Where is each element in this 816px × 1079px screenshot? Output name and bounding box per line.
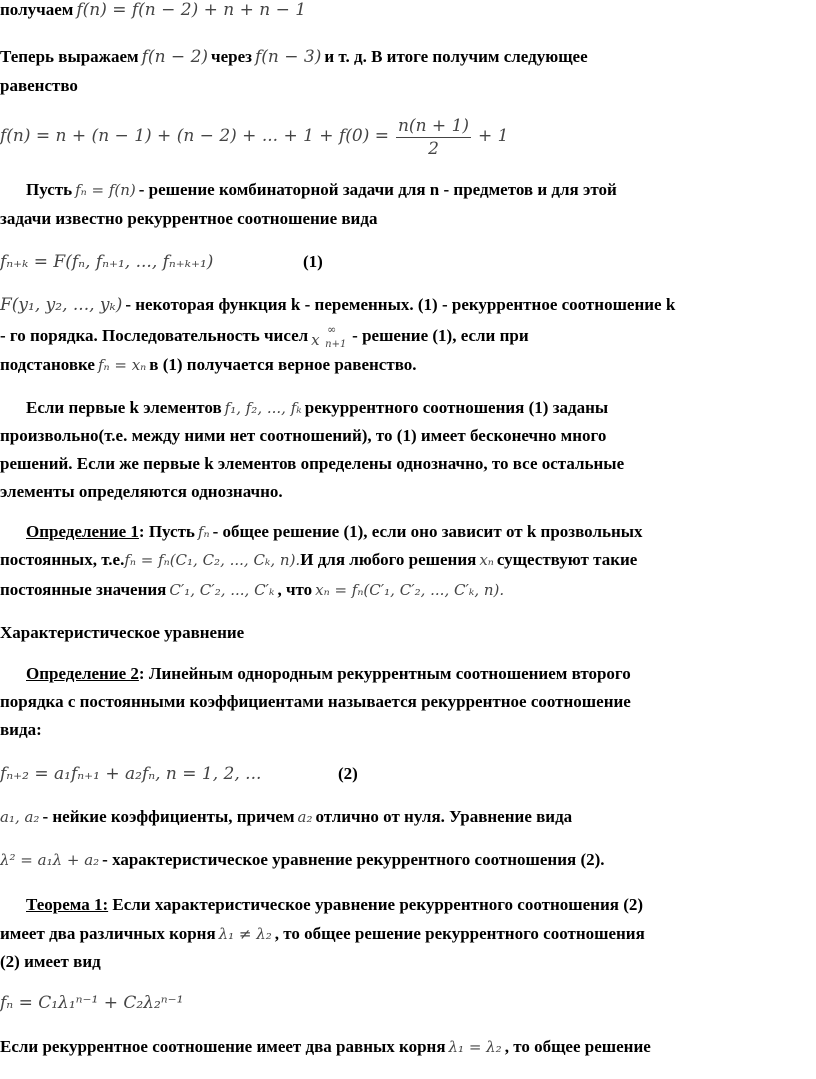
text: - решение комбинаторной задачи для n - предметов и для этой [138, 180, 617, 199]
formula: fₙ₊₂ = a₁fₙ₊₁ + a₂fₙ, n = 1, 2, ... [0, 764, 262, 784]
text: подстановке [0, 355, 95, 374]
text: в (1) получается верное равенство. [149, 355, 417, 374]
equation-number: (2) [338, 764, 358, 783]
formula: x ∞ n+1 [311, 323, 347, 350]
text: решений. Если же первые k элементов определены однозначно, то все остальные [0, 454, 625, 473]
paragraph-line [26, 398, 608, 418]
numerator: n(n + 1) [397, 116, 470, 136]
definition-heading: Определение 2 [26, 664, 139, 683]
paragraph-line [0, 720, 42, 740]
text: через [211, 47, 252, 66]
text: И для любого решения [300, 550, 477, 569]
formula: fₙ = xₙ [97, 356, 147, 374]
text: имеет два различных корня [0, 924, 216, 943]
text: Характеристическое уравнение [0, 623, 245, 642]
paragraph-line [0, 850, 605, 870]
paragraph-line [0, 209, 377, 229]
formula: F(y₁, y₂, ..., yₖ) [0, 295, 123, 315]
formula: f₁, f₂, ..., fₖ [224, 399, 302, 417]
paragraph-line [0, 580, 507, 600]
text: порядка с постоянными коэффициентами называется рекуррентное соотношение [0, 692, 631, 711]
text: равенство [0, 76, 78, 95]
paragraph-line [26, 895, 643, 915]
formula: fₙ = fₙ(C₁, C₂, ..., Cₖ, n). [124, 551, 301, 569]
text: Если рекуррентное соотношение имеет два равных корня [0, 1037, 446, 1056]
text: - характеристическое уравнение рекуррентного соотношения (2). [102, 850, 605, 869]
paragraph-line [0, 692, 631, 712]
paragraph-line [0, 1037, 651, 1057]
paragraph-line [0, 924, 645, 944]
theorem-heading: Теорема 1: [26, 895, 109, 914]
fraction [396, 116, 471, 159]
formula: f(n − 2) [141, 47, 209, 67]
paragraph-line [0, 952, 101, 972]
text: Если характеристическое уравнение рекуррентного соотношения (2) [112, 895, 644, 914]
text: - общее решение (1), если оно зависит от k прозвольных [212, 522, 643, 541]
paragraph-line [0, 482, 283, 502]
equation-line [0, 764, 358, 784]
formula: + 1 [478, 126, 509, 147]
text: отлично от нуля. Уравнение вида [315, 807, 573, 826]
equation-line [0, 116, 511, 159]
formula: xₙ [479, 551, 494, 569]
text: задачи известно рекуррентное соотношение вида [0, 209, 378, 228]
text: постоянные значения [0, 580, 167, 599]
formula: fₙ = f(n) [75, 181, 136, 199]
paragraph-line [0, 454, 624, 474]
text: Если первые k элементов [26, 398, 222, 417]
formula: xₙ = fₙ(C′₁, C′₂, ..., C′ₖ, n). [315, 581, 505, 599]
text: элементы определяются однозначно. [0, 482, 283, 501]
paragraph-line [26, 180, 617, 200]
paragraph-line [0, 807, 572, 827]
definition-heading: Определение 1 [26, 522, 139, 541]
text: , то общее решение рекуррентного соотношения [274, 924, 645, 943]
equation-line [0, 252, 323, 272]
formula: fₙ [197, 523, 210, 541]
formula: λ₁ ≠ λ₂ [218, 925, 272, 943]
text: - нейкие коэффициенты, причем [42, 807, 295, 826]
denominator: 2 [428, 139, 439, 159]
text: Теперь выражаем [0, 47, 139, 66]
text: существуют такие [496, 550, 638, 569]
text: (2) имеет вид [0, 952, 101, 971]
paragraph-line [0, 47, 588, 67]
formula: λ₁ = λ₂ [448, 1038, 502, 1056]
formula: f(n − 3) [254, 47, 322, 67]
paragraph-line [0, 355, 417, 375]
text: - го порядка. Последовательность чисел [0, 326, 309, 345]
text: вида: [0, 720, 42, 739]
section-heading [0, 623, 244, 643]
text: , то общее решение [504, 1037, 651, 1056]
text: произвольно(т.е. между ними нет соотношений), то (1) имеет бесконечно много [0, 426, 607, 445]
paragraph-line [0, 550, 637, 570]
formula: fₙ₊ₖ = F(fₙ, fₙ₊₁, ..., fₙ₊ₖ₊₁) [0, 252, 214, 272]
text: - решение (1), если при [352, 326, 529, 345]
formula: fₙ = C₁λ₁ⁿ⁻¹ + C₂λ₂ⁿ⁻¹ [0, 993, 184, 1013]
text: получаем [0, 0, 74, 19]
formula: λ² = a₁λ + a₂ [0, 851, 100, 869]
paragraph-line [26, 664, 631, 684]
formula: C′₁, C′₂, ..., C′ₖ [169, 581, 275, 599]
text: постоянных, т.е. [0, 550, 125, 569]
paragraph-line [0, 295, 675, 315]
text: и т. д. В итоге получим следующее [324, 47, 588, 66]
paragraph-line [0, 426, 606, 446]
text: : Линейным однородным рекуррентным соотношением второго [138, 664, 631, 683]
text: Пусть [26, 180, 73, 199]
paragraph-line [0, 76, 78, 96]
paragraph-line [26, 522, 643, 542]
text: : Пусть [138, 522, 195, 541]
text: - некоторая функция k - переменных. (1) - рекуррентное соотношение k [125, 295, 676, 314]
formula: f(n) = f(n − 2) + n + n − 1 [76, 0, 307, 20]
formula: f(n) = n + (n − 1) + (n − 2) + ... + 1 + f(0) = [0, 126, 389, 147]
formula: a₂ [297, 808, 313, 826]
text: , что [277, 580, 313, 599]
equation-number: (1) [303, 252, 323, 271]
equation-line [0, 993, 186, 1013]
paragraph-line [0, 0, 309, 20]
text: рекуррентного соотношения (1) заданы [304, 398, 609, 417]
formula: a₁, a₂ [0, 808, 40, 826]
paragraph-line [0, 323, 529, 351]
